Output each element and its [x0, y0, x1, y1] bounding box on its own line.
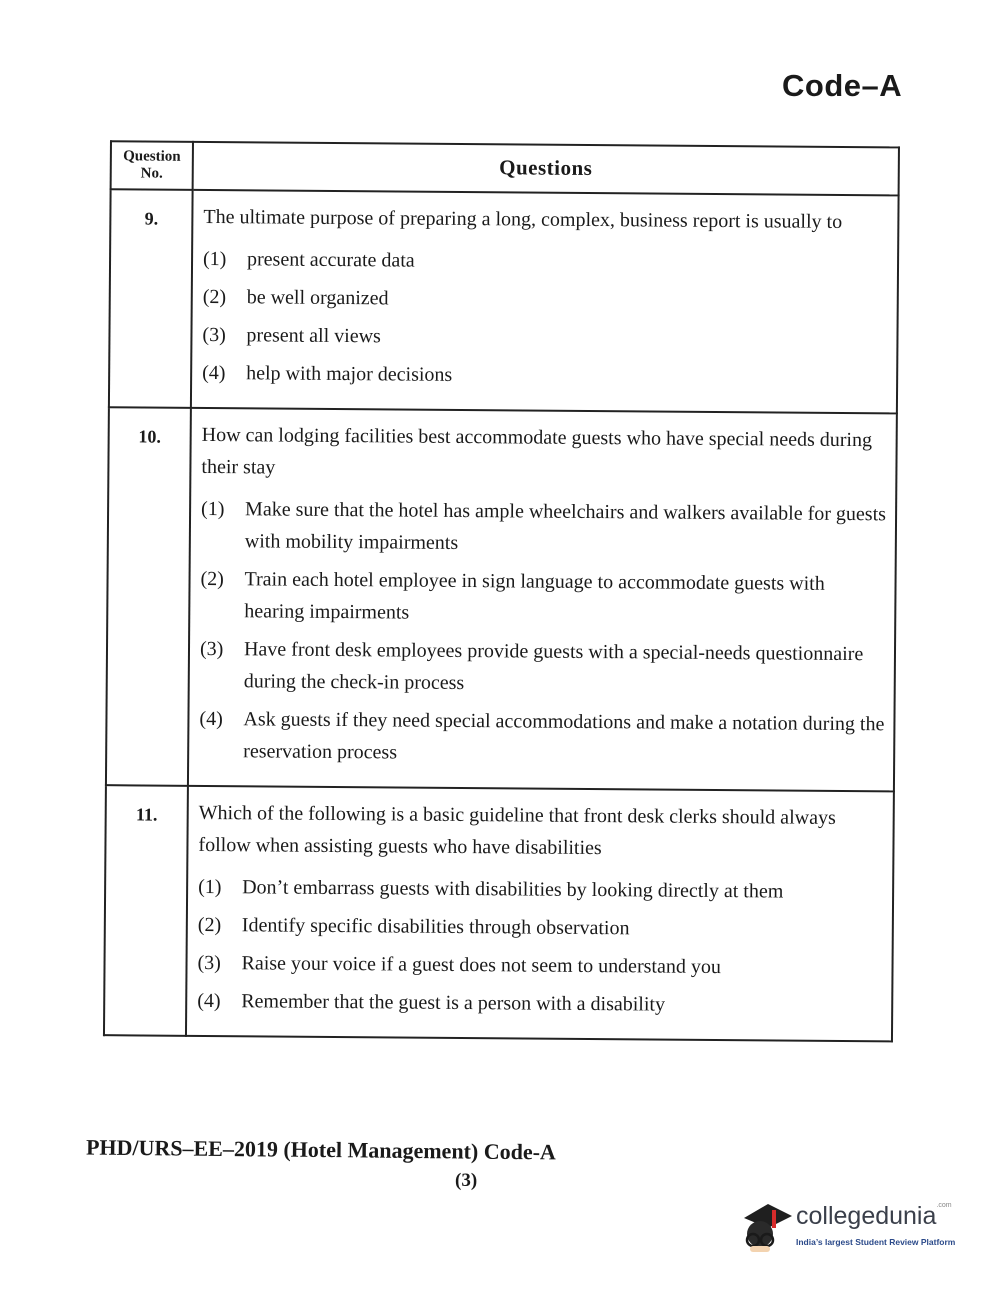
question-number: 11. — [104, 785, 188, 1036]
page-number: (3) — [455, 1170, 478, 1191]
answer-option — [200, 563, 888, 632]
option-number: (1) — [202, 247, 227, 270]
answer-option — [198, 909, 886, 946]
option-text: Don’t embarrass guests with disabilities by looking directly at them — [242, 875, 784, 903]
option-text: be well organized — [246, 285, 389, 309]
logo-suffix: .com — [936, 1202, 952, 1209]
option-number: (2) — [200, 567, 224, 590]
option-number: (3) — [202, 323, 226, 346]
option-text: Identify specific disabilities through observation — [241, 913, 630, 939]
option-number: (2) — [202, 285, 227, 308]
column-header-questions: Questions — [193, 142, 899, 195]
collegedunia-logo — [738, 1196, 963, 1258]
option-text: Remember that the guest is a person with a disability — [241, 989, 666, 1016]
question-body — [186, 785, 894, 1041]
option-text: present accurate data — [246, 247, 415, 272]
option-number: (1) — [198, 875, 222, 898]
column-header-question-no: Question No. — [111, 141, 193, 189]
question-row — [106, 407, 897, 791]
option-text: Ask guests if they need special accommodations and make a notation during the reservation process — [243, 707, 885, 764]
option-text: Have front desk employees provide guests with a special-needs questionnaire during the check-in process — [243, 637, 864, 694]
option-text: present all views — [246, 323, 381, 347]
question-body — [188, 407, 897, 791]
logo-name-text: collegedunia — [796, 1202, 937, 1230]
question-row — [104, 785, 894, 1041]
option-text: Train each hotel employee in sign language to accommodate guests with hearing impairments — [244, 567, 825, 624]
answer-option — [203, 243, 891, 280]
question-body — [191, 189, 899, 413]
answer-option — [200, 633, 888, 702]
question-table — [103, 140, 900, 1042]
question-number: 9. — [109, 189, 193, 408]
option-text: Make sure that the hotel has ample wheelchairs and walkers available for guests with mobility impairments — [244, 497, 887, 554]
mascot-icon — [738, 1196, 794, 1256]
answer-option — [202, 319, 890, 356]
question-row — [109, 189, 899, 413]
option-number: (4) — [199, 707, 223, 730]
logo-tagline: India’s largest Student Review Platform — [796, 1237, 956, 1247]
option-number: (3) — [199, 637, 224, 660]
option-text: Raise your voice if a guest does not seem to understand you — [241, 951, 721, 978]
option-number: (4) — [202, 361, 226, 384]
question-sheet — [76, 140, 904, 1146]
question-stem: The ultimate purpose of preparing a long, complex, business report is usually to — [203, 205, 843, 233]
answer-option — [197, 985, 885, 1022]
question-stem: How can lodging facilities best accommodate guests who have special needs during their stay — [201, 423, 873, 479]
option-number: (3) — [197, 951, 221, 974]
footer-paper-code: PHD/URS–EE–2019 (Hotel Management) Code-A — [85, 1134, 557, 1165]
answer-option — [199, 703, 887, 772]
answer-option — [198, 871, 886, 908]
answer-option — [197, 947, 885, 984]
table-header-row — [111, 141, 899, 195]
question-stem: Which of the following is a basic guideline that front desk clerks should always follow when assisting guests who have disabilities — [198, 801, 836, 859]
paper-code-header: Code–A — [782, 68, 903, 103]
question-number: 10. — [106, 407, 191, 786]
option-number: (4) — [197, 989, 221, 1012]
answer-option — [202, 357, 890, 394]
option-number: (1) — [201, 497, 225, 520]
option-text: help with major decisions — [246, 361, 453, 386]
answer-option — [203, 281, 891, 318]
answer-option — [201, 493, 889, 562]
option-number: (2) — [197, 913, 222, 936]
logo-wordmark — [796, 1202, 952, 1231]
